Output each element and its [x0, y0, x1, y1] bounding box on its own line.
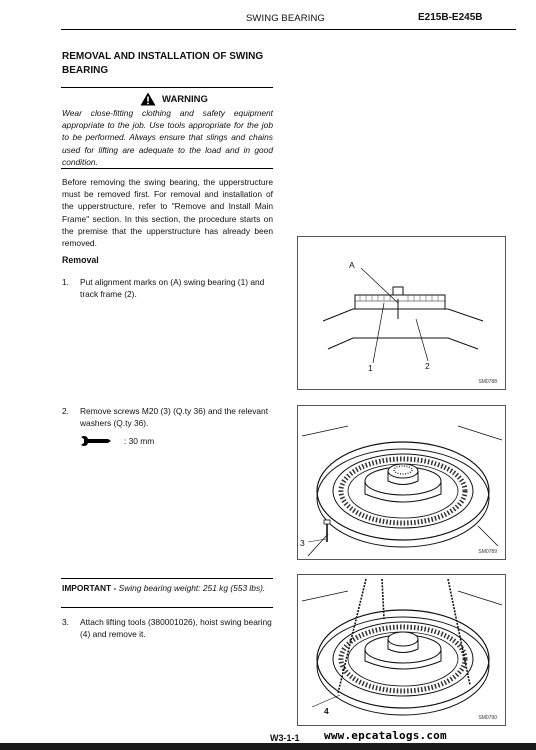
- figure-label-4: 4: [324, 706, 329, 716]
- figure-lifting: [297, 574, 506, 726]
- figure-screws: [297, 405, 506, 560]
- header-model: E215B-E245B: [418, 12, 483, 23]
- step-text: Remove screws M20 (3) (Q.ty 36) and the relevant washers (Q.ty 36).: [80, 406, 269, 429]
- figure-label-3: 3: [300, 538, 305, 548]
- figure-label-a: A: [349, 260, 355, 270]
- intro-paragraph: Before removing the swing bearing, the upperstructure must be removed first. For removal and installation of the upperstructure, refer to "Remove and Install Main Frame" section. In this section, the procedure starts on the premise that the upperstructure has already been removed.: [62, 177, 273, 249]
- step-number: 3.: [62, 617, 69, 627]
- footer-bar: [0, 743, 536, 750]
- removal-heading: Removal: [62, 255, 99, 265]
- step-2: [62, 405, 273, 429]
- figure-drawing: [298, 237, 505, 389]
- warning-text: Wear close-fitting clothing and safety equipment appropriate to the job. Use tools appropriate for the job to be performed. Always ensure that slings and chains used for lifting are adequate to the load and in good condition.: [62, 108, 273, 167]
- figure-code: SM0788: [478, 379, 497, 385]
- header-title: SWING BEARING: [246, 13, 325, 24]
- important-bottom-rule: [61, 607, 273, 608]
- important-top-rule: [61, 578, 273, 579]
- watermark-text: www.epcatalogs.com: [324, 729, 447, 742]
- important-text: Swing bearing weight: 251 kg (553 lbs).: [118, 583, 266, 593]
- page-number: W3-1-1: [270, 733, 300, 743]
- step-1: [62, 276, 273, 300]
- step-3: [62, 616, 273, 640]
- figure-label-1: 1: [368, 363, 373, 373]
- header-rule: [61, 29, 516, 30]
- warning-bottom-rule: [61, 168, 273, 169]
- figure-drawing: [298, 406, 505, 559]
- section-title: REMOVAL AND INSTALLATION OF SWING BEARING: [62, 51, 264, 76]
- figure-code: SM0789: [478, 549, 497, 555]
- tool-size-row: [80, 435, 154, 447]
- step-number: 2.: [62, 406, 69, 416]
- step-number: 1.: [62, 277, 69, 287]
- warning-triangle-icon: [140, 92, 156, 106]
- step-text: Attach lifting tools (380001026), hoist swing bearing (4) and remove it.: [80, 617, 272, 640]
- important-note: [62, 582, 273, 594]
- step-text: Put alignment marks on (A) swing bearing (1) and track frame (2).: [80, 277, 265, 300]
- warning-label: WARNING: [162, 93, 208, 105]
- wrench-icon: [80, 435, 112, 447]
- figure-code: SM0790: [478, 715, 497, 721]
- figure-alignment-marks: [297, 236, 506, 390]
- tool-size: : 30 mm: [124, 436, 155, 446]
- important-label: IMPORTANT -: [62, 583, 117, 593]
- figure-label-2: 2: [425, 361, 430, 371]
- warning-heading: [140, 92, 208, 106]
- figure-drawing: [298, 575, 505, 725]
- warning-top-rule: [61, 87, 273, 88]
